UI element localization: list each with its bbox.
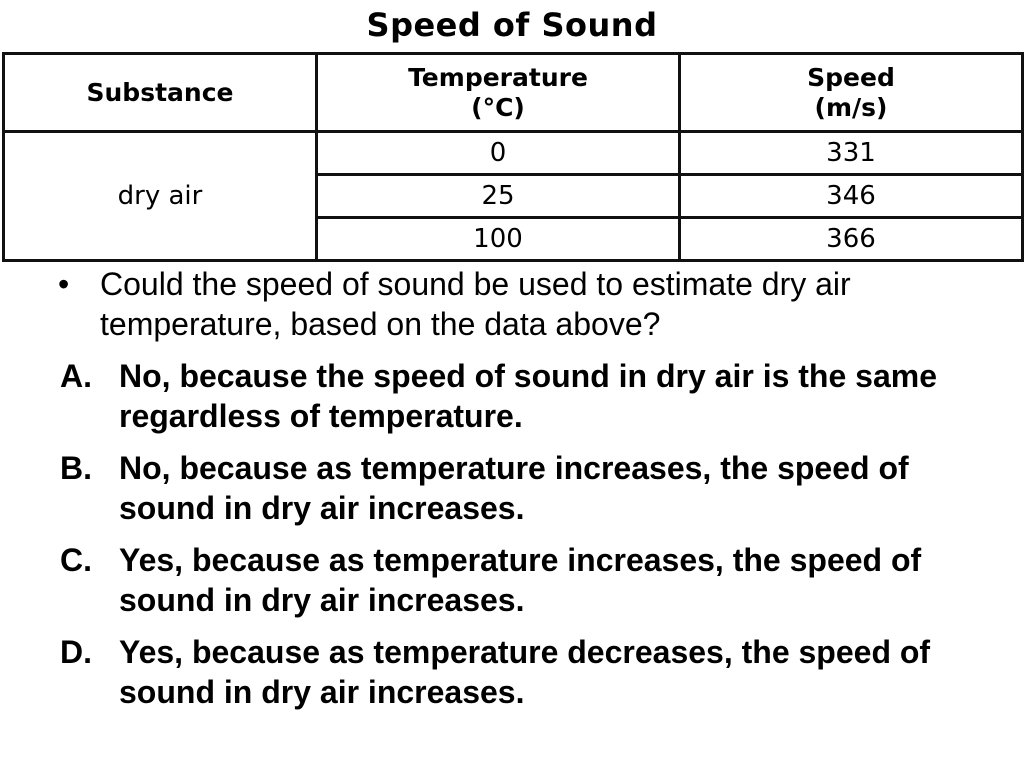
question-text: Could the speed of sound be used to estimate dry air temperature, based on the data above? <box>100 266 851 342</box>
option-b <box>60 448 990 528</box>
option-letter: A. <box>60 358 92 394</box>
option-d <box>60 632 990 712</box>
header-temperature-unit: (°C) <box>471 92 525 122</box>
speed-of-sound-table <box>2 52 1024 262</box>
temperature-cell: 0 <box>317 132 680 175</box>
substance-cell: dry air <box>4 132 317 261</box>
header-speed-label: Speed <box>807 62 895 92</box>
header-substance <box>4 54 317 132</box>
table-title: Speed of Sound <box>366 6 658 44</box>
header-substance-label: Substance <box>86 77 234 107</box>
temperature-cell: 25 <box>317 175 680 218</box>
speed-cell: 346 <box>680 175 1023 218</box>
table-row <box>4 132 1023 175</box>
header-temperature-label: Temperature <box>408 62 588 92</box>
option-letter: C. <box>60 542 92 578</box>
question <box>60 264 990 344</box>
header-speed <box>680 54 1023 132</box>
temperature-cell: 100 <box>317 218 680 261</box>
table-header-row <box>4 54 1023 132</box>
option-a <box>60 356 990 436</box>
header-temperature <box>317 54 680 132</box>
answer-options <box>60 356 990 724</box>
option-text: No, because the speed of sound in dry air is the same regardless of temperature. <box>119 358 937 434</box>
speed-cell: 331 <box>680 132 1023 175</box>
option-letter: D. <box>60 634 92 670</box>
option-text: No, because as temperature increases, the speed of sound in dry air increases. <box>119 450 909 526</box>
option-text: Yes, because as temperature increases, the speed of sound in dry air increases. <box>119 542 922 618</box>
option-text: Yes, because as temperature decreases, the speed of sound in dry air increases. <box>119 634 931 710</box>
header-speed-unit: (m/s) <box>814 92 888 122</box>
speed-cell: 366 <box>680 218 1023 261</box>
option-letter: B. <box>60 450 92 486</box>
question-bullet: • <box>58 266 70 302</box>
option-c <box>60 540 990 620</box>
